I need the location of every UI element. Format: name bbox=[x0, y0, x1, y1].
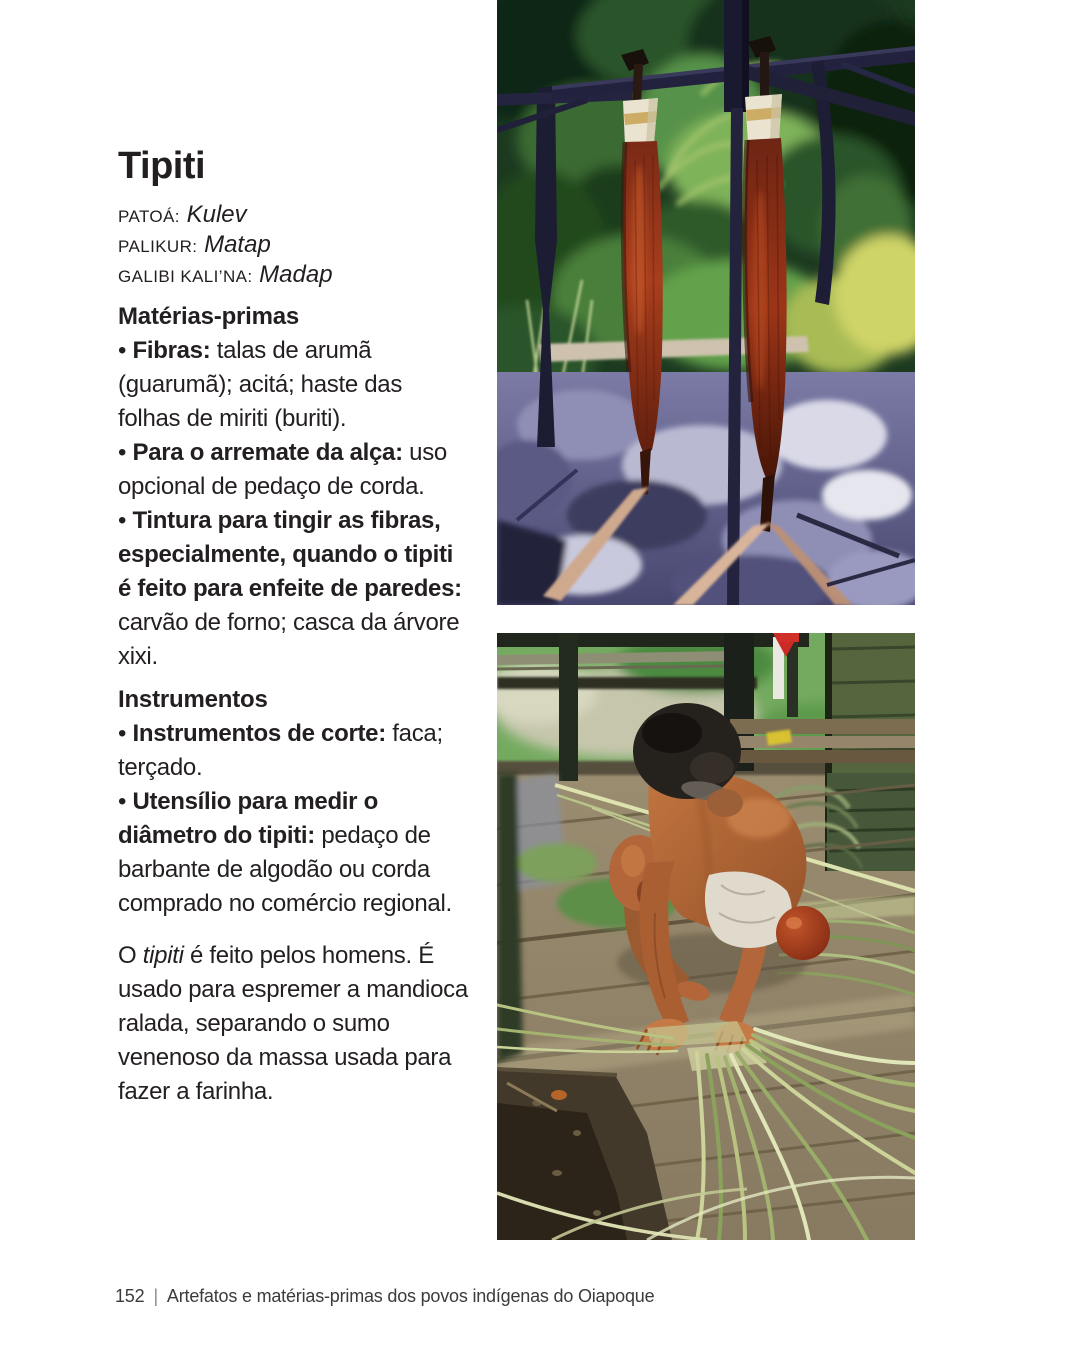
language-entry bbox=[118, 231, 470, 261]
bullet-item bbox=[118, 785, 470, 921]
bullet-term: Fibras: bbox=[132, 336, 217, 364]
tipitis-photo-illustration bbox=[497, 0, 915, 605]
bullet-item bbox=[118, 436, 470, 504]
bullet-term: Instrumentos de corte: bbox=[132, 719, 393, 747]
footer-separator: | bbox=[153, 1286, 158, 1306]
language-names-list bbox=[118, 201, 470, 291]
closing-paragraph bbox=[118, 939, 470, 1109]
language-name-label: PATOÁ: bbox=[118, 206, 180, 226]
language-name-label: GALIBI KALI’NA: bbox=[118, 266, 253, 286]
page-number: 152 bbox=[115, 1286, 145, 1306]
page-title: Tipiti bbox=[118, 145, 206, 187]
bullet-marker: • bbox=[118, 438, 133, 466]
bullet-item bbox=[118, 504, 470, 674]
bullet-marker: • bbox=[118, 506, 133, 534]
section-heading: Instrumentos bbox=[118, 685, 268, 713]
language-name-label: PALIKUR: bbox=[118, 236, 198, 256]
bullet-description: carvão de forno; casca da árvore xixi. bbox=[118, 608, 460, 670]
weaving-photo-illustration bbox=[497, 633, 915, 1240]
language-term-value: Matap bbox=[204, 230, 271, 258]
language-entry bbox=[118, 261, 470, 291]
section-heading: Matérias-primas bbox=[118, 302, 300, 330]
bullet-marker: • bbox=[118, 719, 133, 747]
footer-title: Artefatos e matérias-primas dos povos indígenas do Oiapoque bbox=[166, 1286, 655, 1306]
bullet-item bbox=[118, 334, 470, 436]
bullet-description: faca; terçado. bbox=[118, 719, 443, 781]
paragraph-text-run: tipiti bbox=[142, 941, 184, 969]
paragraph-text-run: O bbox=[118, 941, 143, 969]
page-footer bbox=[115, 1286, 654, 1307]
bullet-description: pedaço de barbante de algodão ou corda comprado no comércio regional. bbox=[118, 821, 452, 917]
photo-man-weaving bbox=[497, 633, 915, 1240]
article-column bbox=[118, 146, 470, 1109]
photo-tipitis-hanging bbox=[497, 0, 915, 605]
paragraph-text-run: é feito pelos homens. É usado para espremer a mandioca ralada, separando o sumo venenoso da massa usada para fazer a farinha. bbox=[118, 941, 468, 1105]
bullet-marker: • bbox=[118, 336, 133, 364]
bullet-term: Tintura para tingir as fibras, especialmente, quando o tipiti é feito para enfeite de paredes: bbox=[118, 506, 462, 602]
language-entry bbox=[118, 201, 470, 231]
bullet-description: uso opcional de pedaço de corda. bbox=[118, 438, 447, 500]
bullet-marker: • bbox=[118, 787, 133, 815]
language-term-value: Madap bbox=[259, 260, 333, 288]
bullet-description: talas de arumã (guarumã); acitá; haste das folhas de miriti (buriti). bbox=[118, 336, 403, 432]
bullet-term: Utensílio para medir o diâmetro do tipiti: bbox=[118, 787, 378, 849]
language-term-value: Kulev bbox=[186, 200, 247, 228]
bullet-item bbox=[118, 717, 470, 785]
bullet-term: Para o arremate da alça: bbox=[132, 438, 410, 466]
article-sections bbox=[118, 300, 470, 921]
